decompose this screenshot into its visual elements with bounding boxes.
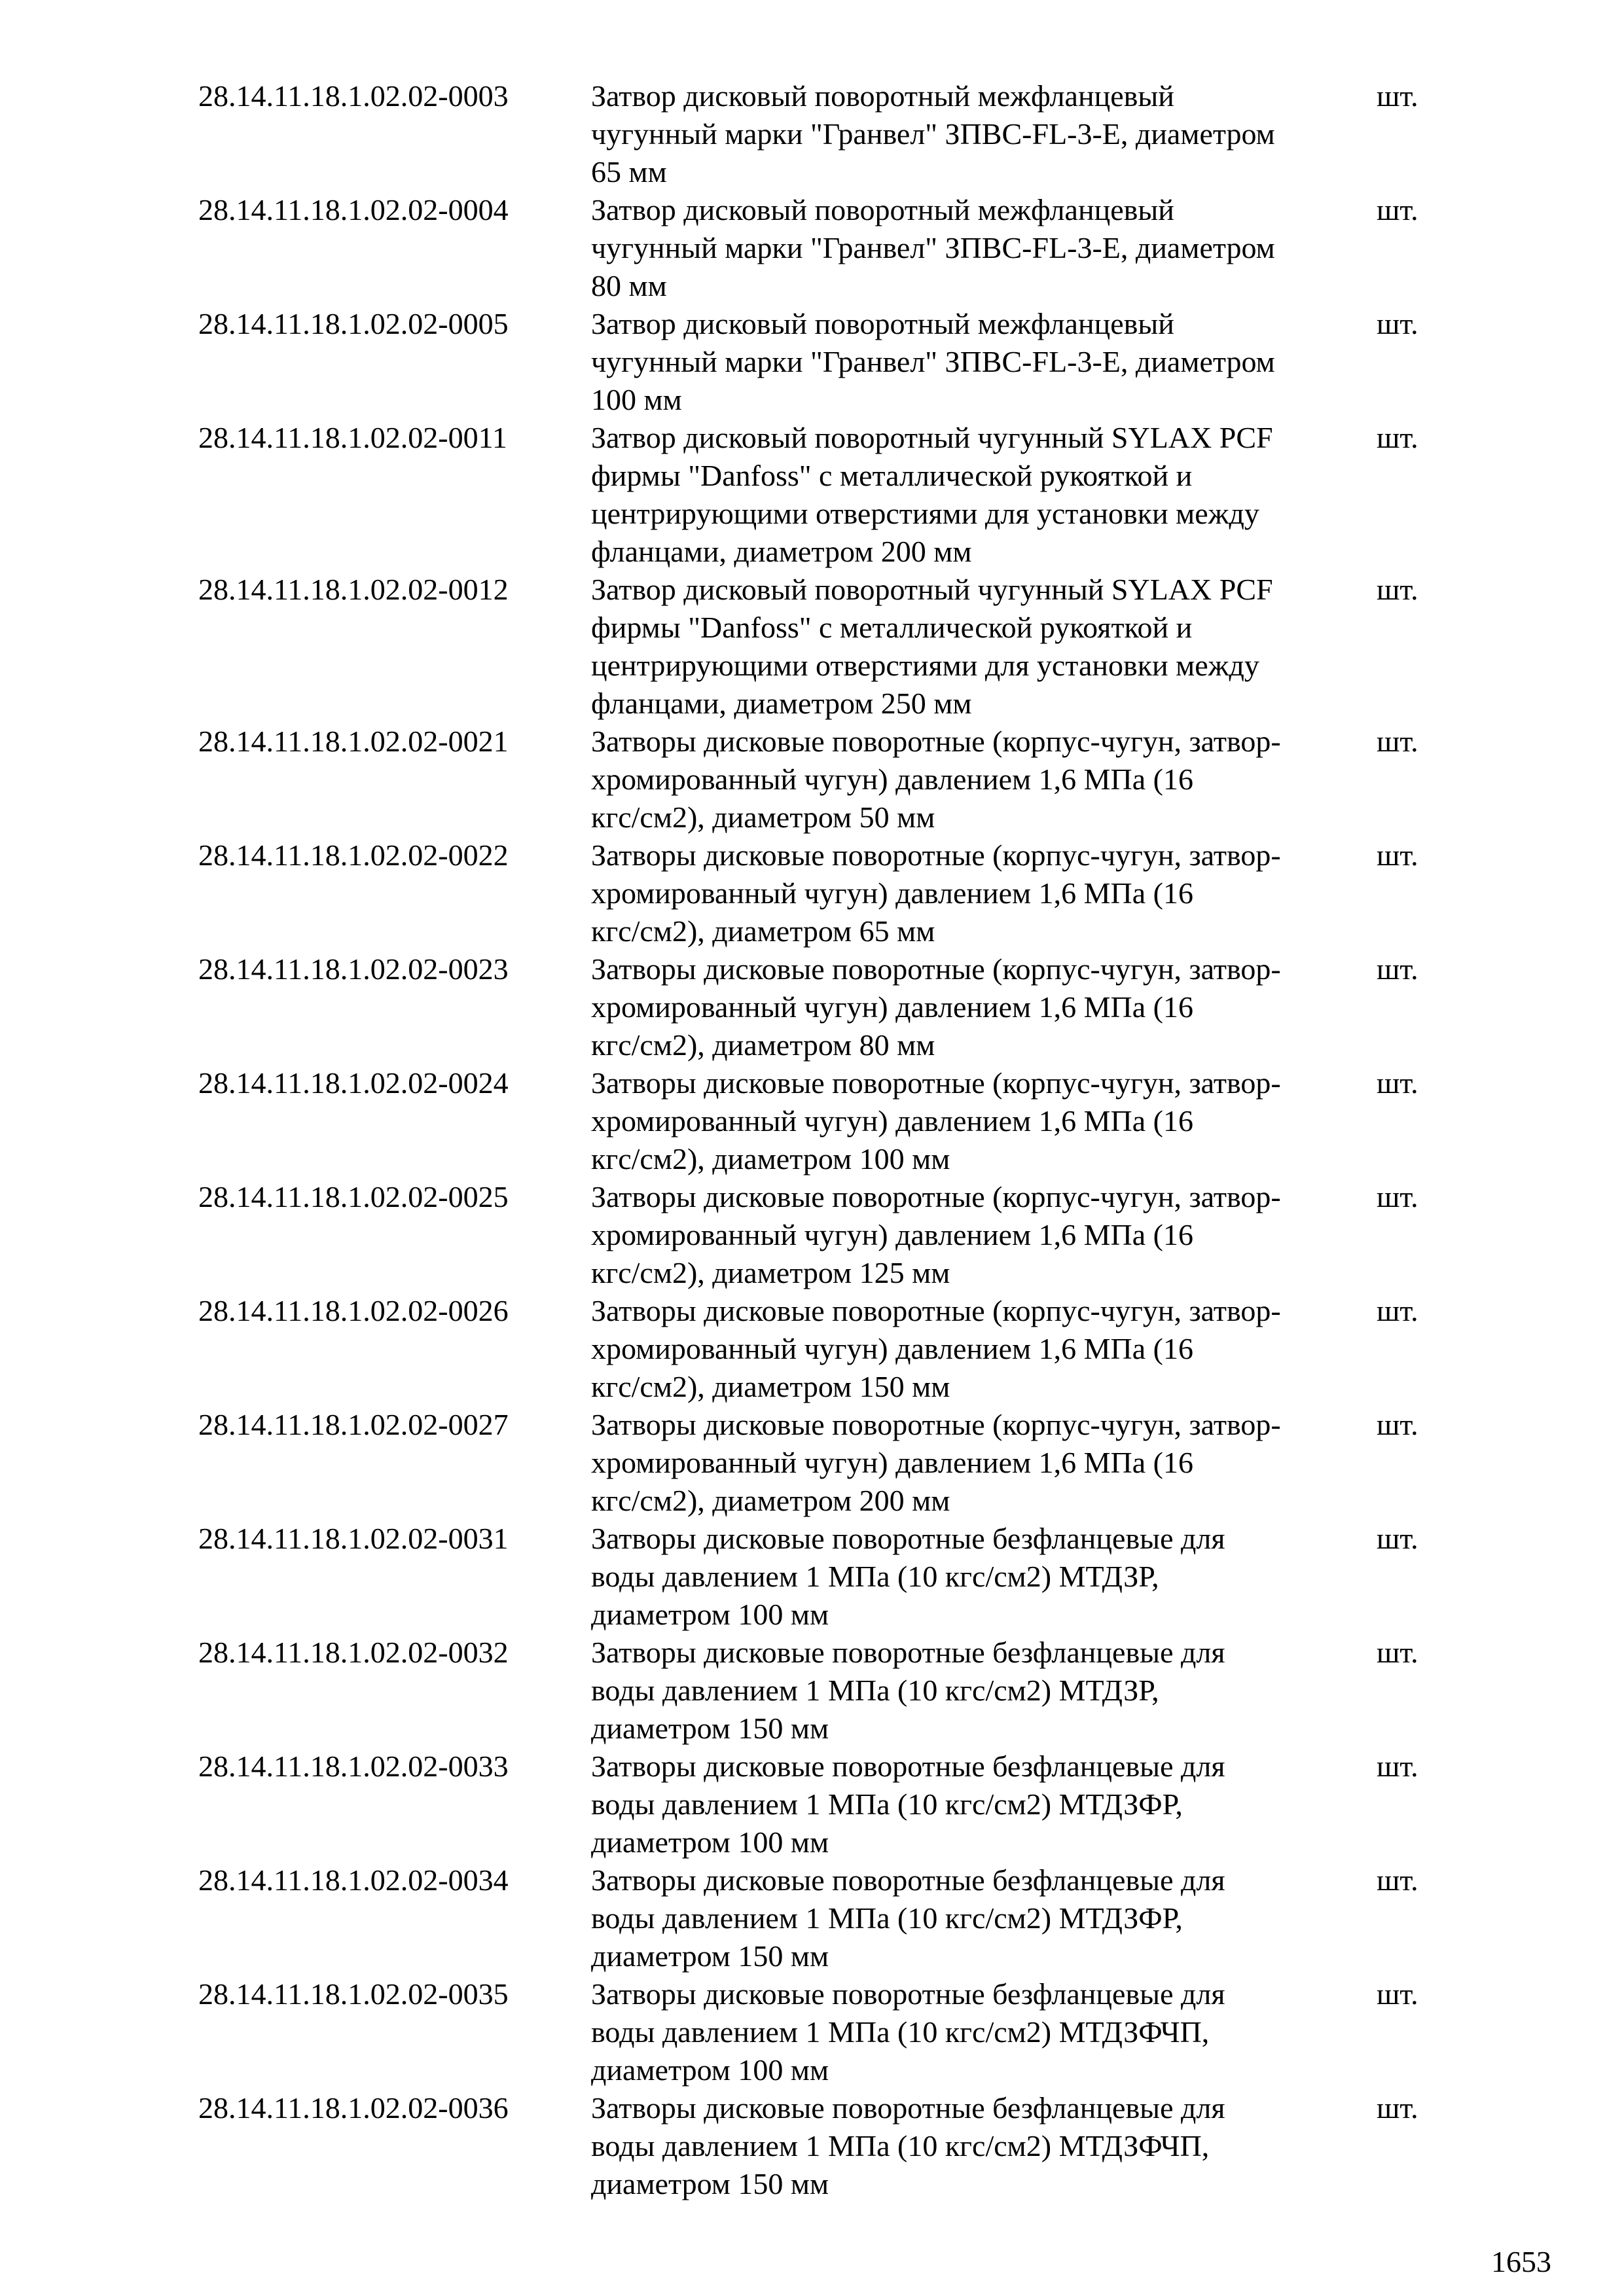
item-code: 28.14.11.18.1.02.02-0023 bbox=[198, 952, 509, 986]
item-code: 28.14.11.18.1.02.02-0033 bbox=[198, 1749, 509, 1783]
table-row bbox=[198, 1634, 1442, 1748]
item-description: Затворы дисковые поворотные (корпус-чугун, затвор- хромированный чугун) давлением 1,6 МПа (16 кгс/см2), диаметром 150 мм bbox=[591, 1294, 1281, 1403]
item-unit: шт. bbox=[1377, 193, 1418, 226]
item-description: Затвор дисковый поворотный чугунный SYLAX PCF фирмы "Danfoss" с металлической рукояткой и центрирующими отверстиями для установки между фланцами, диаметром 250 мм bbox=[591, 573, 1273, 720]
item-unit: шт. bbox=[1377, 1749, 1418, 1783]
item-unit: шт. bbox=[1377, 952, 1418, 986]
item-unit: шт. bbox=[1377, 1522, 1418, 1555]
item-description: Затворы дисковые поворотные (корпус-чугун, затвор- хромированный чугун) давлением 1,6 МПа (16 кгс/см2), диаметром 100 мм bbox=[591, 1066, 1281, 1175]
item-description: Затворы дисковые поворотные (корпус-чугун, затвор- хромированный чугун) давлением 1,6 МПа (16 кгс/см2), диаметром 50 мм bbox=[591, 725, 1281, 834]
item-code: 28.14.11.18.1.02.02-0022 bbox=[198, 838, 509, 872]
item-description: Затворы дисковые поворотные безфланцевые для воды давлением 1 МПа (10 кгс/см2) МТДЗФЧП, диаметром 100 мм bbox=[591, 1977, 1225, 2087]
table-row bbox=[198, 1520, 1442, 1634]
item-description: Затворы дисковые поворотные безфланцевые для воды давлением 1 МПа (10 кгс/см2) МТДЗР, диаметром 100 мм bbox=[591, 1522, 1225, 1631]
item-unit: шт. bbox=[1377, 307, 1418, 340]
table-row bbox=[198, 723, 1442, 836]
table-row bbox=[198, 1178, 1442, 1292]
table-row bbox=[198, 1861, 1442, 1975]
item-code: 28.14.11.18.1.02.02-0034 bbox=[198, 1863, 509, 1897]
item-description: Затворы дисковые поворотные (корпус-чугун, затвор- хромированный чугун) давлением 1,6 МПа (16 кгс/см2), диаметром 80 мм bbox=[591, 952, 1281, 1062]
item-unit: шт. bbox=[1377, 421, 1418, 454]
item-description: Затворы дисковые поворотные безфланцевые для воды давлением 1 МПа (10 кгс/см2) МТДЗФР, диаметром 150 мм bbox=[591, 1863, 1225, 1973]
item-unit: шт. bbox=[1377, 573, 1418, 606]
item-code: 28.14.11.18.1.02.02-0032 bbox=[198, 1636, 509, 1669]
item-code: 28.14.11.18.1.02.02-0011 bbox=[198, 421, 507, 454]
item-description: Затворы дисковые поворотные (корпус-чугун, затвор- хромированный чугун) давлением 1,6 МПа (16 кгс/см2), диаметром 125 мм bbox=[591, 1180, 1281, 1289]
item-description: Затвор дисковый поворотный межфланцевый чугунный марки "Гранвел" ЗПВС-FL-3-E, диаметром 100 мм bbox=[591, 307, 1275, 416]
item-unit: шт. bbox=[1377, 79, 1418, 113]
table-row bbox=[198, 1292, 1442, 1406]
table-row bbox=[198, 1748, 1442, 1861]
table-row bbox=[198, 191, 1442, 305]
item-description: Затворы дисковые поворотные (корпус-чугун, затвор- хромированный чугун) давлением 1,6 МПа (16 кгс/см2), диаметром 65 мм bbox=[591, 838, 1281, 948]
item-code: 28.14.11.18.1.02.02-0025 bbox=[198, 1180, 509, 1213]
item-code: 28.14.11.18.1.02.02-0012 bbox=[198, 573, 509, 606]
item-code: 28.14.11.18.1.02.02-0026 bbox=[198, 1294, 509, 1327]
item-unit: шт. bbox=[1377, 1863, 1418, 1897]
table-row bbox=[198, 836, 1442, 950]
item-unit: шт. bbox=[1377, 2091, 1418, 2125]
item-code: 28.14.11.18.1.02.02-0035 bbox=[198, 1977, 509, 2011]
item-unit: шт. bbox=[1377, 725, 1418, 758]
table-row bbox=[198, 77, 1442, 191]
table-row bbox=[198, 2089, 1442, 2203]
item-code: 28.14.11.18.1.02.02-0005 bbox=[198, 307, 509, 340]
item-code: 28.14.11.18.1.02.02-0024 bbox=[198, 1066, 509, 1100]
item-unit: шт. bbox=[1377, 1636, 1418, 1669]
item-description: Затворы дисковые поворотные безфланцевые для воды давлением 1 МПа (10 кгс/см2) МТДЗР, диаметром 150 мм bbox=[591, 1636, 1225, 1745]
table-row bbox=[198, 1975, 1442, 2089]
item-description: Затворы дисковые поворотные (корпус-чугун, затвор- хромированный чугун) давлением 1,6 МПа (16 кгс/см2), диаметром 200 мм bbox=[591, 1408, 1281, 1517]
price-list-table bbox=[198, 77, 1442, 2203]
item-unit: шт. bbox=[1377, 1180, 1418, 1213]
item-code: 28.14.11.18.1.02.02-0021 bbox=[198, 725, 509, 758]
table-row bbox=[198, 950, 1442, 1064]
item-code: 28.14.11.18.1.02.02-0031 bbox=[198, 1522, 509, 1555]
item-unit: шт. bbox=[1377, 838, 1418, 872]
item-description: Затвор дисковый поворотный межфланцевый чугунный марки "Гранвел" ЗПВС-FL-3-E, диаметром 80 мм bbox=[591, 193, 1275, 302]
item-unit: шт. bbox=[1377, 1066, 1418, 1100]
item-code: 28.14.11.18.1.02.02-0003 bbox=[198, 79, 509, 113]
table-row bbox=[198, 571, 1442, 723]
item-code: 28.14.11.18.1.02.02-0036 bbox=[198, 2091, 509, 2125]
item-unit: шт. bbox=[1377, 1294, 1418, 1327]
table-row bbox=[198, 305, 1442, 419]
item-description: Затвор дисковый поворотный чугунный SYLAX PCF фирмы "Danfoss" с металлической рукояткой и центрирующими отверстиями для установки между фланцами, диаметром 200 мм bbox=[591, 421, 1273, 568]
item-code: 28.14.11.18.1.02.02-0027 bbox=[198, 1408, 509, 1441]
item-description: Затворы дисковые поворотные безфланцевые для воды давлением 1 МПа (10 кгс/см2) МТДЗФР, диаметром 100 мм bbox=[591, 1749, 1225, 1859]
item-unit: шт. bbox=[1377, 1408, 1418, 1441]
page-number: 1653 bbox=[1491, 2245, 1551, 2278]
item-description: Затвор дисковый поворотный межфланцевый чугунный марки "Гранвел" ЗПВС-FL-3-E, диаметром 65 мм bbox=[591, 79, 1275, 188]
item-code: 28.14.11.18.1.02.02-0004 bbox=[198, 193, 509, 226]
item-description: Затворы дисковые поворотные безфланцевые для воды давлением 1 МПа (10 кгс/см2) МТДЗФЧП, диаметром 150 мм bbox=[591, 2091, 1225, 2200]
table-row bbox=[198, 419, 1442, 571]
item-unit: шт. bbox=[1377, 1977, 1418, 2011]
table-row bbox=[198, 1064, 1442, 1178]
table-row bbox=[198, 1406, 1442, 1520]
